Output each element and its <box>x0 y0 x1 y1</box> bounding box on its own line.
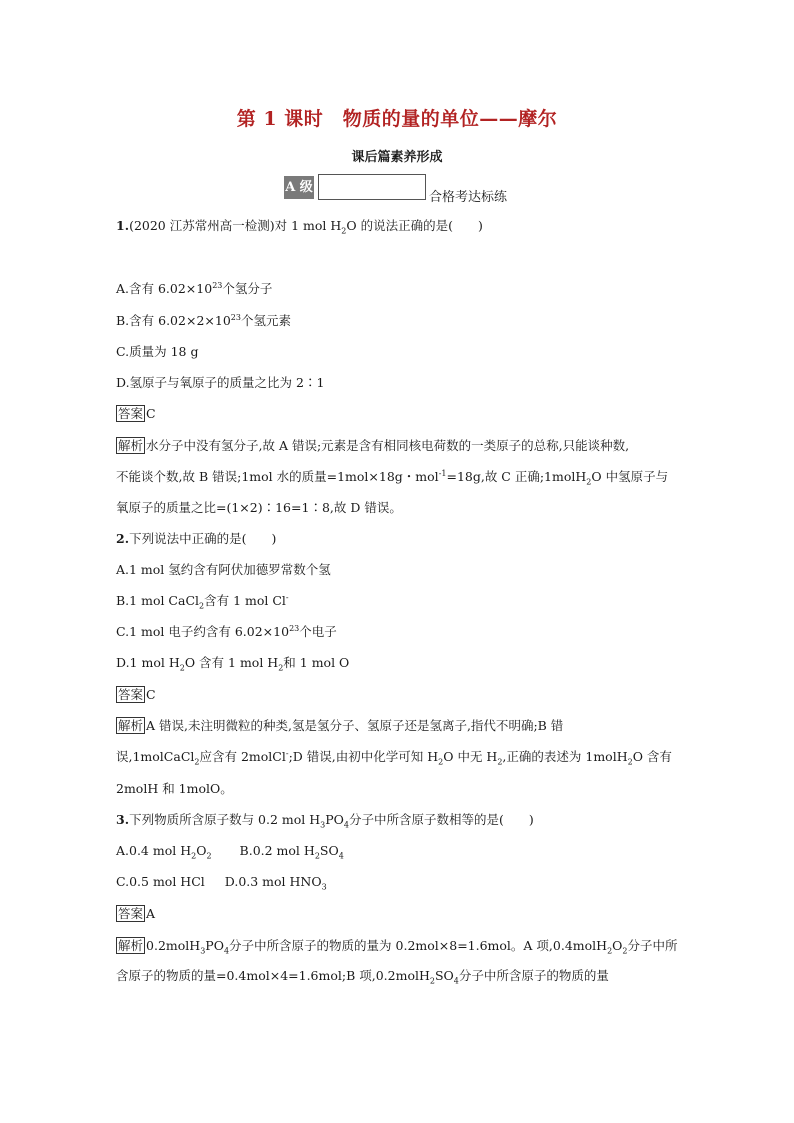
q3-analysis-line-2: 含原子的物质的量=0.4mol×4=1.6mol;B 项$,0.2molH_2SO_4$分子中所含原子的物质的量 <box>116 968 609 986</box>
q3-options-cd <box>116 874 327 890</box>
analysis-tag: 解析 <box>118 938 144 953</box>
q3-answer: 答案 A <box>118 906 156 921</box>
q2-option-a: A.1 mol 氢约含有阿伏加德罗常数个氢 <box>116 562 331 577</box>
q2-analysis-line-3: 2molH 和 1molO。 <box>116 781 233 796</box>
q2-option-b: B.1 mol CaCl$_2$含有 1 mol Cl- <box>116 592 289 611</box>
answer-tag: 答案 <box>118 687 144 702</box>
analysis-tag: 解析 <box>118 718 144 733</box>
q2-analysis-line-2: 误,1molCaCl$_2$应含有 2molCl-;D 错误,由初中化学可知 $H_2O$ 中无 $H_2$,正确的表述为 1molH$_2$O 含有 <box>116 748 672 767</box>
answer-tag: 答案 <box>118 906 144 921</box>
q2-analysis-line-1: 解析 A 错误,未注明微粒的种类,氢是氢分子、氢原子还是氢离子,指代不明确;B 错 <box>118 718 564 733</box>
q1-option-c: C.质量为 18 g <box>116 344 199 359</box>
q1-analysis-line-3: 氧原子的质量之比=(1×2)∶16=1∶8,故 D 错误。 <box>116 500 402 515</box>
level-blank-box <box>318 174 426 200</box>
q1-analysis-line-2: 不能谈个数,故 B 错误;1mol 水的质量=1mol×18g・mol$^{-1}$=18g,故 C 正确;1molH$_2$O 中氢原子与 <box>116 468 669 487</box>
q2-option-d: D.1 mol $H_2O$ 含有 1 mol $H_2$和 1 mol O <box>116 655 350 673</box>
q3-options-ab <box>116 843 344 859</box>
level-title: 合格考达标练 <box>429 190 508 205</box>
q2-stem: 2.下列说法中正确的是( ) <box>116 531 277 546</box>
page-title: 第 1 课时 物质的量的单位——摩尔 <box>236 108 558 130</box>
answer-tag: 答案 <box>118 406 144 421</box>
level-badge: A 级 <box>284 176 314 199</box>
q1-option-b: B.含有 $6.02\times 2\times 10^{23}$个氢元素 <box>116 312 291 328</box>
q3-option-d: D.0.3 mol $HNO_3$ <box>224 874 327 892</box>
page-subtitle: 课后篇素养形成 <box>351 150 443 165</box>
q2-option-c: C.1 mol 电子约含有 $6.02\times 10^{23}$个电子 <box>116 623 337 639</box>
q3-option-a: A.0.4 mol $H_2O_2$ <box>116 843 212 861</box>
q1-option-a: A.含有 $6.02\times 10^{23}$个氢分子 <box>116 280 273 296</box>
q1-option-d: D.氢原子与氧原子的质量之比为 2∶1 <box>116 375 325 390</box>
analysis-tag: 解析 <box>118 438 144 453</box>
q3-analysis-line-1: 解析 $0.2molH_3PO_4$分子中所含原子的物质的量为 0.2mol×8=1.6mol。A 项$,0.4molH_2O_2$分子中所 <box>118 938 678 956</box>
q3-option-b: B.0.2 mol $H_2SO_4$ <box>239 843 344 861</box>
q3-option-c: C.0.5 mol HCl <box>116 874 205 889</box>
q1-analysis-line-1: 解析 水分子中没有氢分子,故 A 错误;元素是含有相同核电荷数的一类原子的总称,只能谈种数, <box>118 438 630 453</box>
q3-stem: 3.下列物质所含原子数与 0.2 mol $H_3PO_4$分子中所含原子数相等的是( ) <box>116 812 534 830</box>
q2-answer: 答案 C <box>118 687 156 702</box>
q1-stem: 1.(2020 江苏常州高一检测)对 1 mol $H_2O$ 的说法正确的是( ) <box>116 218 483 236</box>
q1-answer: 答案 C <box>118 406 156 421</box>
